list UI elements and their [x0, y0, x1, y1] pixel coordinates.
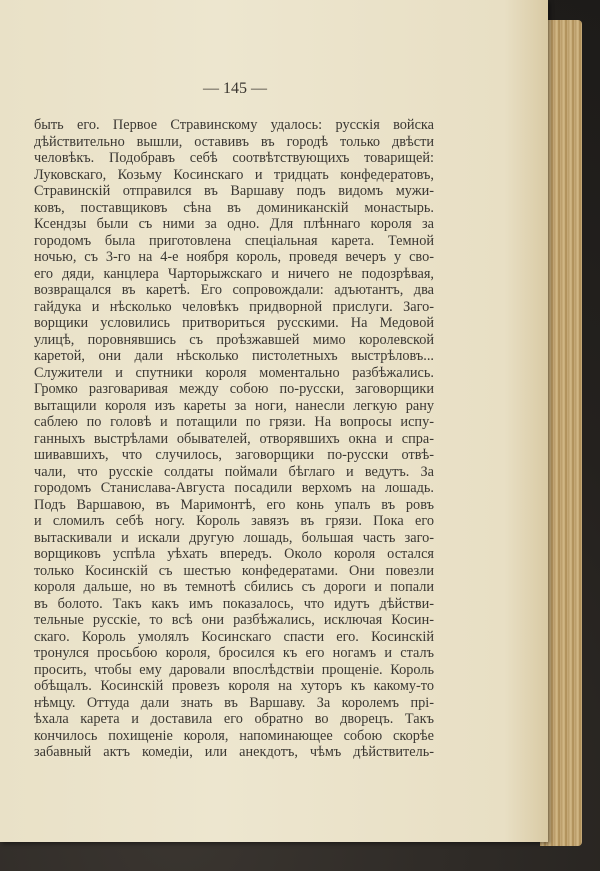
text-line: забавный актъ комедіи, или анекдотъ, чѣмъ дѣйствитель- — [34, 744, 434, 760]
text-line: улицѣ, поровнявшись съ проѣзжавшей мимо королевской — [34, 331, 434, 348]
text-line: ковъ, поставщиковъ сѣна въ доминиканскій монастырь. — [34, 199, 434, 216]
text-line: городомъ была приготовлена спеціальная карета. Темной — [34, 232, 434, 249]
text-line: кончилось похищеніе короля, напоминающее собою скорѣе — [34, 727, 434, 744]
text-line: нѣмцу. Оттуда дали знать въ Варшаву. За королемъ прі- — [34, 694, 434, 711]
text-line: шивавшихъ, что случилось, заговорщики по-русски отвѣ- — [34, 447, 434, 463]
text-line: возвращался въ каретѣ. Его сопровождали: адъютантъ, два — [34, 282, 434, 298]
text-line: Луковскаго, Козьму Косинскаго и тридцать конфедератовъ, — [34, 166, 434, 183]
text-line: въ болото. Такъ какъ имъ показалось, что идутъ дѣйстви- — [34, 595, 434, 612]
text-line: только Косинскій съ шестью конфедератами. Они повезли — [34, 562, 434, 579]
text-line: каретой, они дали нѣсколько пистолетныхъ выстрѣловъ... — [34, 348, 434, 364]
text-line: и сломилъ себѣ ногу. Король завязъ въ грязи. Пока его — [34, 513, 434, 529]
text-line: ѣхала карета и доставила его обратно во дворецъ. Такъ — [34, 711, 434, 727]
text-line: Стравинскій отправился въ Варшаву подъ видомъ мужи- — [34, 183, 434, 199]
text-line: тронулся просьбою короля, бросился къ его ногамъ и сталъ — [34, 645, 434, 661]
text-line: Ксендзы были съ ними за одно. Для плѣннаго короля за — [34, 216, 434, 232]
text-line: саблею по головѣ и потащили по грязи. На вопросы испу- — [34, 414, 434, 430]
text-line: короля дальше, но въ темнотѣ сбились съ дороги и попали — [34, 579, 434, 595]
text-line: чали, что русскіе солдаты поймали бѣглаго и ведутъ. За — [34, 463, 434, 480]
text-line: Служители и спутники короля моментально разбѣжались. — [34, 364, 434, 381]
text-line: скаго. Король умолялъ Косинскаго спасти его. Косинскій — [34, 628, 434, 645]
text-line: вытаскивали и искали другую лошадь, большая часть заго- — [34, 529, 434, 546]
text-line: быть его. Первое Стравинскому удалось: русскія войска — [34, 117, 434, 133]
page-number: — 145 — — [203, 80, 267, 97]
text-line: его дяди, канцлера Чарторыжскаго и ничего не подозрѣвая, — [34, 265, 434, 282]
text-line: человѣкъ. Подобравъ себѣ соотвѣтствующихъ товарищей: — [34, 150, 434, 166]
text-line: Подъ Варшавою, въ Маримонтѣ, его конь упалъ въ ровъ — [34, 496, 434, 513]
text-line: вытащили короля изъ кареты за ноги, нанесли легкую рану — [34, 397, 434, 414]
text-line: Громко разговаривая между собою по-русски, заговорщики — [34, 381, 434, 397]
text-line: ночью, съ 3-го на 4-е ноября король, проведя вечеръ у сво- — [34, 249, 434, 265]
text-line: ворщиковъ успѣла уѣхать впередъ. Около короля остался — [34, 546, 434, 562]
text-line: просить, чтобы ему даровали впослѣдствіи прощеніе. Король — [34, 661, 434, 678]
text-line: городомъ Станислава-Августа посадили верхомъ на лошадь. — [34, 480, 434, 496]
text-line: ворщики условились притвориться русскими. На Медовой — [34, 315, 434, 331]
text-line: гайдука и нѣсколько человѣкъ придворной прислуги. Заго- — [34, 298, 434, 315]
text-line: ганныхъ выстрѣлами обывателей, отворявшихъ окна и спра- — [34, 430, 434, 447]
text-line: тельные русскіе, то всѣ они разбѣжались, исключая Косин- — [34, 612, 434, 628]
text-line: обѣщалъ. Косинскій провезъ короля на хуторъ къ какому-то — [34, 678, 434, 694]
page-text — [34, 117, 434, 761]
text-line: дѣйствительно вышли, оставивъ въ городѣ только двѣсти — [34, 133, 434, 150]
